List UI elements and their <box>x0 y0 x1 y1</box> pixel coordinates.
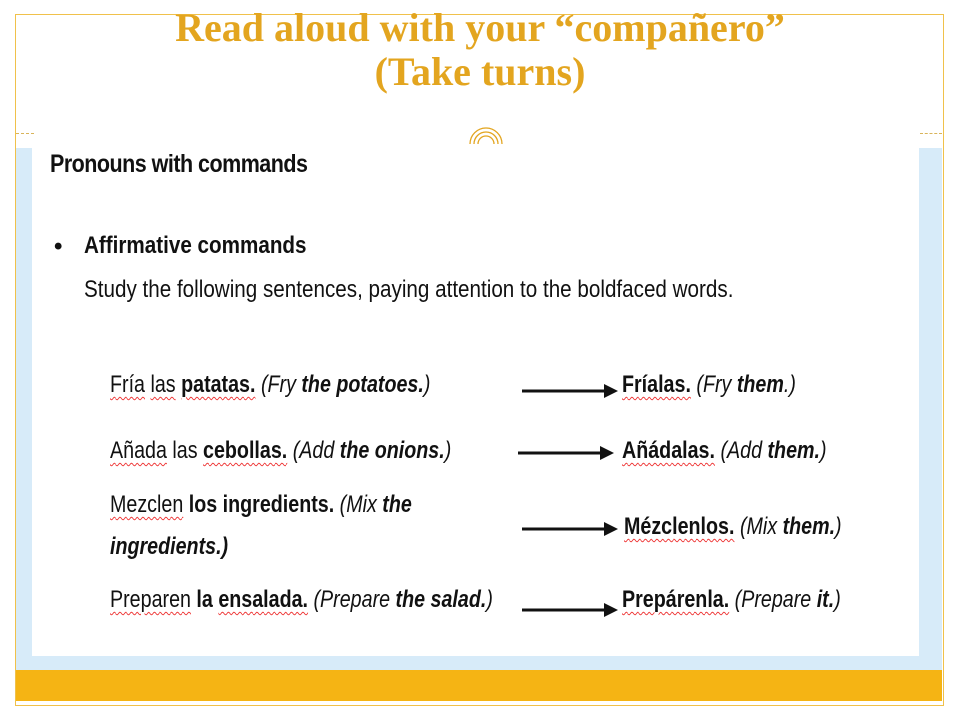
title-line-1: Read aloud with your “compañero” <box>175 5 785 50</box>
example-2-pronoun: Añádalas. (Add them.) <box>622 437 827 464</box>
content-subheading: Affirmative commands <box>84 232 307 259</box>
divider-right <box>920 133 942 134</box>
example-3-pronoun: Mézclenlos. (Mix them.) <box>624 513 842 540</box>
slide-title <box>0 6 960 94</box>
bullet-icon: • <box>54 233 63 260</box>
arrow-right-icon <box>522 383 618 399</box>
arrow-right-icon <box>522 521 618 537</box>
ornament-arc-icon <box>466 108 504 146</box>
example-4-spanish: Preparen la ensalada. (Prepare the salad.) <box>110 586 493 613</box>
arrow-right-icon <box>522 602 618 618</box>
example-3-spanish-line2: ingredients.) <box>110 533 229 560</box>
arrow-right-icon <box>518 445 614 461</box>
bottom-accent-bar <box>16 670 942 701</box>
example-2-spanish: Añada las cebollas. (Add the onions.) <box>110 437 452 464</box>
content-heading: Pronouns with commands <box>50 150 308 178</box>
example-1-spanish: Fría las patatas. (Fry the potatoes.) <box>110 371 431 398</box>
title-line-2: (Take turns) <box>374 49 586 94</box>
divider-left <box>16 133 34 134</box>
example-1-pronoun: Fríalas. (Fry them.) <box>622 371 796 398</box>
scanned-image <box>32 146 919 656</box>
example-3-spanish: Mezclen los ingredients. (Mix the <box>110 491 412 518</box>
content-instruction: Study the following sentences, paying attention to the boldfaced words. <box>84 276 734 303</box>
example-4-pronoun: Prepárenla. (Prepare it.) <box>622 586 841 613</box>
